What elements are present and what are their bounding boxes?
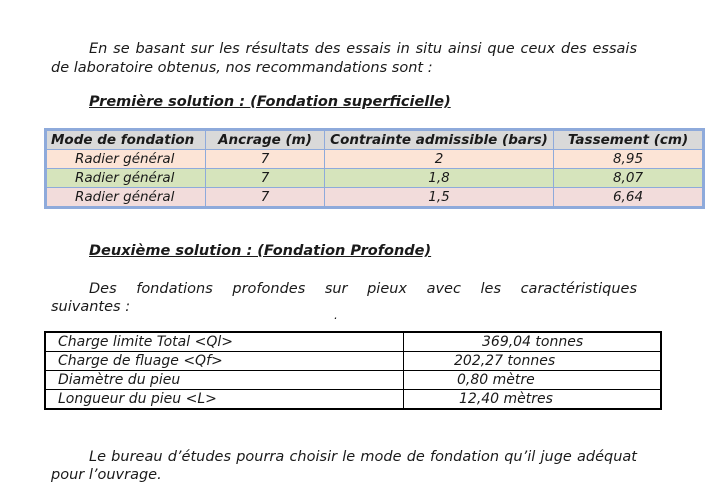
cell-settlement: 8,95 [554, 150, 704, 169]
table-row [45, 390, 661, 410]
header-bearing-capacity: Contrainte admissible (bars) [325, 130, 554, 150]
cell-bearing-capacity: 1,8 [325, 169, 554, 188]
cell-bearing-capacity: 1,5 [325, 188, 554, 208]
table-row [45, 352, 661, 371]
header-anchorage: Ancrage (m) [206, 130, 325, 150]
intro-line-2: de laboratoire obtenus, nos recommandations sont : [51, 60, 433, 76]
table-row [46, 188, 704, 208]
cell-parameter: Diamètre du pieu [45, 371, 404, 390]
shallow-foundation-table [44, 128, 705, 209]
cell-anchorage: 7 [206, 150, 325, 169]
cell-mode: Radier général [46, 150, 206, 169]
header-settlement: Tassement (cm) [554, 130, 704, 150]
cell-settlement: 8,07 [554, 169, 704, 188]
cell-value: 202,27 tonnes [404, 352, 662, 371]
deep-foundation-table [44, 331, 662, 410]
conclusion-line-2: pour l’ouvrage. [51, 467, 162, 483]
cell-parameter: Charge de fluage <Qf> [45, 352, 404, 371]
cell-anchorage: 7 [206, 188, 325, 208]
cell-value: 12,40 mètres [404, 390, 662, 410]
conclusion-line-1: Le bureau d’études pourra choisir le mode de fondation qu’il juge adéquat [89, 449, 637, 465]
cell-anchorage: 7 [206, 169, 325, 188]
intro-line-1: En se basant sur les résultats des essais in situ ainsi que ceux des essais [89, 41, 637, 57]
table-row [45, 332, 661, 352]
solution2-desc-line-2: suivantes : [51, 299, 131, 315]
cell-bearing-capacity: 2 [325, 150, 554, 169]
cell-value: 369,04 tonnes [404, 332, 662, 352]
cell-value: 0,80 mètre [404, 371, 662, 390]
solution1-heading: Première solution : (Fondation superficielle) [89, 94, 451, 110]
cell-settlement: 6,64 [554, 188, 704, 208]
cell-parameter: Charge limite Total <Ql> [45, 332, 404, 352]
solution2-heading: Deuxième solution : (Fondation Profonde) [89, 243, 432, 259]
table-header-row [46, 130, 704, 150]
solution2-desc-line-1: Des fondations profondes sur pieux avec les caractéristiques [89, 281, 637, 297]
cell-mode: Radier général [46, 188, 206, 208]
table-row [46, 169, 704, 188]
stray-mark: . [334, 308, 338, 322]
header-mode: Mode de fondation [46, 130, 206, 150]
cell-parameter: Longueur du pieu <L> [45, 390, 404, 410]
table-row [45, 371, 661, 390]
table-row [46, 150, 704, 169]
cell-mode: Radier général [46, 169, 206, 188]
